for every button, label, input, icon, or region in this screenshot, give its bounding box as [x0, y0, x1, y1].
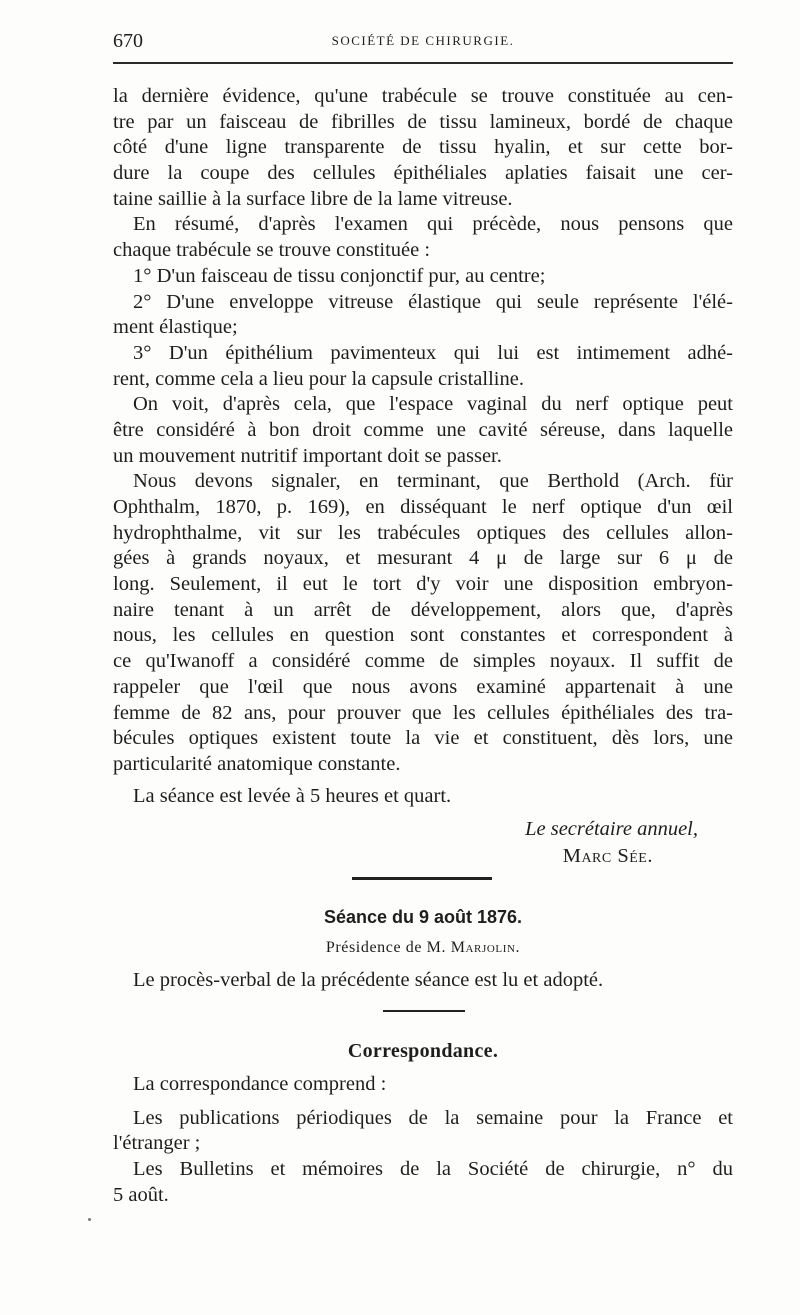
text-line: 2° D'une enveloppe vitreuse élastique qui seule représente l'élé- — [133, 290, 733, 313]
text-line: un mouvement nutritif important doit se passer. — [113, 444, 502, 467]
text-line: Les Bulletins et mémoires de la Société de chirurgie, n° du — [133, 1158, 733, 1181]
speck — [88, 1218, 91, 1221]
header-rule — [113, 62, 733, 64]
text-line: En résumé, d'après l'examen qui précède, nous pensons que — [133, 213, 733, 236]
signature-name: Marc Sée. — [562, 845, 653, 867]
text-line: côté d'une ligne transparente de tissu hyalin, et sur cette bor- — [113, 136, 733, 159]
text-line: particularité anatomique constante. — [113, 752, 401, 775]
small-divider — [383, 1010, 465, 1012]
section-divider — [352, 877, 492, 880]
running-title: SOCIÉTÉ DE CHIRURGIE. — [331, 33, 515, 48]
text-line: 3° D'un épithélium pavimenteux qui lui est intimement adhé- — [133, 341, 733, 364]
text-line: tre par un faisceau de fibrilles de tissu lamineux, bordé de chaque — [113, 110, 733, 133]
text-line: ce qu'Iwanoff a considéré comme de simples noyaux. Il suffit de — [113, 650, 733, 673]
text-line: être considéré à bon droit comme une cavité séreuse, dans laquelle — [113, 418, 733, 441]
presidence-line — [113, 939, 733, 957]
text-line: bécules optiques existent toute la vie et constituent, dès lors, une — [113, 727, 733, 750]
text-line: On voit, d'après cela, que l'espace vaginal du nerf optique peut — [133, 393, 733, 416]
text-line: ment élastique; — [113, 316, 238, 339]
proces-verbal — [113, 968, 733, 994]
text-line: rappeler que l'œil que nous avons examiné appartenait à une — [113, 675, 733, 698]
text-line: nous, les cellules en question sont constantes et correspondent à — [113, 624, 733, 647]
page-header — [113, 30, 733, 56]
text-line: dure la coupe des cellules épithéliales aplaties faisait une cer- — [113, 162, 733, 185]
text-line: la dernière évidence, qu'une trabécule se trouve constituée au cen- — [113, 85, 733, 107]
presidence-prefix: Présidence de M. — [325, 939, 447, 956]
correspondance-heading: Correspondance. — [347, 1040, 499, 1062]
text-line: long. Seulement, il eut le tort d'y voir une disposition embryon- — [113, 573, 733, 596]
text-line: Le procès-verbal de la précédente séance est lu et adopté. — [133, 969, 604, 991]
seance-heading: Séance du 9 août 1876. — [323, 907, 523, 927]
text-line: hydrophthalme, vit sur les trabécules optiques des cellules allon- — [113, 521, 733, 544]
text-line: La séance est levée à 5 heures et quart. — [133, 784, 452, 807]
text-line: 5 août. — [113, 1183, 169, 1206]
text-line: chaque trabécule se trouve constituée : — [113, 239, 431, 262]
text-line: taine saillie à la surface libre de la lame vitreuse. — [113, 187, 513, 210]
text-line: naire tenant à un arrêt de développement, alors que, d'après — [113, 598, 733, 621]
presidence-name: Marjolin. — [450, 939, 521, 956]
signature-title: Le secrétaire annuel, — [525, 818, 698, 840]
text-line: La correspondance comprend : — [133, 1073, 387, 1095]
page-number: 670 — [113, 30, 143, 52]
text-line: femme de 82 ans, pour prouver que les cellules épithéliales des tra- — [113, 701, 733, 724]
text-line: l'étranger ; — [113, 1132, 201, 1155]
text-line: 1° D'un faisceau de tissu conjonctif pur, au centre; — [133, 264, 546, 287]
correspondance-text — [113, 1072, 733, 1208]
text-line: Nous devons signaler, en terminant, que Berthold (Arch. für — [133, 470, 733, 493]
text-line: gées à grands noyaux, et mesurant 4 μ de large sur 6 μ de — [113, 547, 733, 570]
text-line: Les publications périodiques de la semaine pour la France et — [133, 1106, 733, 1129]
main-text — [113, 84, 733, 809]
text-line: rent, comme cela a lieu pour la capsule cristalline. — [113, 367, 524, 390]
text-line: Ophthalm, 1870, p. 169), en disséquant le nerf optique d'un œil — [113, 496, 733, 518]
